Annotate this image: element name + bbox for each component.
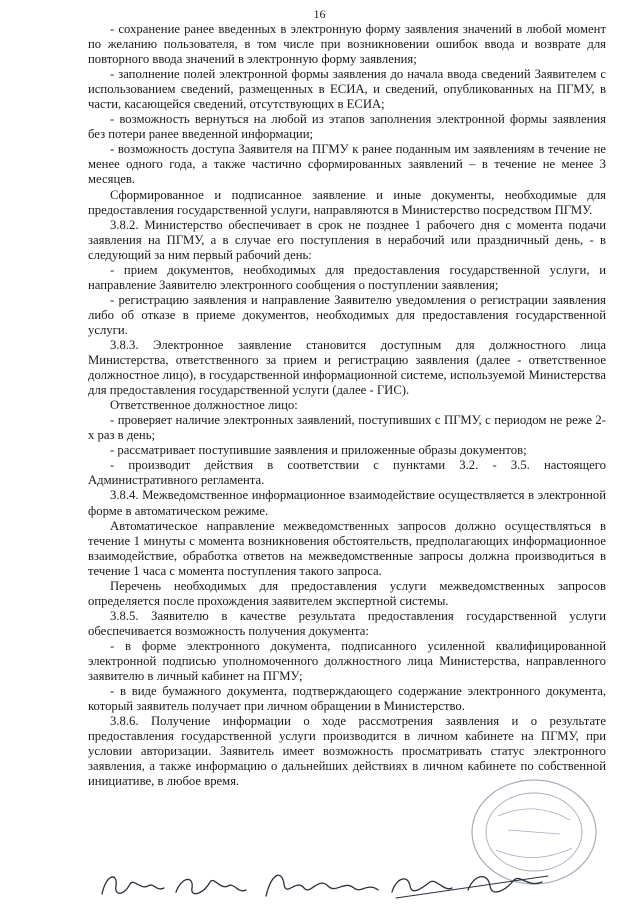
paragraph: Ответственное должностное лицо: [110, 398, 298, 413]
paragraph: - прием документов, необходимых для предоставления государственной услуги, и направление Заявителю электронного сообщения о поступлении заявления; [88, 262, 606, 292]
paragraph: - возможность доступа Заявителя на ПГМУ к ранее поданным им заявлениям в течение не менее одного года, а также частично сформированных заявлений – в течение не менее 3 месяцев. [88, 142, 606, 187]
paragraph: - сохранение ранее введенных в электронную форму заявления значений в любой момент по желанию пользователя, в том числе при возникновении ошибок ввода и возврате для повторного ввода значений в электронную форму заявления; [88, 22, 606, 67]
page-number: 16 [313, 7, 326, 21]
paragraph: - рассматривает поступившие заявления и приложенные образы документов; [110, 443, 527, 458]
paragraph: Автоматическое направление межведомственных запросов должно осуществляться в течение 1 минуты с момента возникновения обстоятельств, предполагающих информационное взаимодействие, обработка ответов на межведомственные запросы должна производиться в течение 1 часа с момента поступления такого запроса. [88, 518, 606, 578]
paragraph: 3.8.3. Электронное заявление становится доступным для должностного лица Министерства, ответственного за прием и регистрацию заявления (далее - ответственное должностное лицо), в государственной информационной системе, используемой Министерства для предоставления государственной услуги (далее - ГИС). [88, 337, 606, 398]
paragraph: - в форме электронного документа, подписанного усиленной квалифицированной электронной подписью уполномоченного должностного лица Министерства, направленного заявителю в личный кабинет на ПГМУ; [88, 638, 606, 684]
paragraph: - в виде бумажного документа, подтверждающего содержание электронного документа, который заявитель получает при личном обращении в Министерство. [88, 684, 606, 714]
paragraph: 3.8.2. Министерство обеспечивает в срок не позднее 1 рабочего дня с момента подачи заявления на ПГМУ, а в случае его поступления в нерабочий или праздничный день, - в следующий за ним первый рабочий день: [88, 217, 606, 262]
paragraph: 3.8.4. Межведомственное информационное взаимодействие осуществляется в электронной форме в автоматическом режиме. [88, 488, 606, 518]
paragraph: Перечень необходимых для предоставления услуги межведомственных запросов определяется после прохождения заявителем экспертной системы. [88, 578, 606, 608]
paragraph: - производит действия в соответствии с пунктами 3.2. - 3.5. настоящего Административного регламента. [88, 458, 606, 488]
paragraph: - регистрацию заявления и направление Заявителю уведомления о регистрации заявления либо об отказе в приеме документов, необходимых для предоставления государственной услуги. [88, 292, 606, 337]
document-body [88, 22, 606, 789]
handwritten-signature [96, 868, 556, 902]
paragraph: 3.8.5. Заявителю в качестве результата предоставления государственной услуги обеспечивается возможность получения документа: [88, 608, 606, 638]
paragraph: - возможность вернуться на любой из этапов заполнения электронной формы заявления без потери ранее введенной информации; [88, 112, 606, 142]
paragraph: - заполнение полей электронной формы заявления до начала ввода сведений Заявителем с использованием сведений, размещенных в ЕСИА, и сведений, опубликованных на ПГМУ, в части, касающейся сведений, отсутствующих в ЕСИА; [88, 67, 606, 112]
paragraph: 3.8.6. Получение информации о ходе рассмотрения заявления и о результате предоставления государственной услуги производится в личном кабинете на ПГМУ, при условии авторизации. Заявитель имеет возможность просматривать статус электронного заявления, а также информацию о дальнейших действиях в личном кабинете по собственной инициативе, в любое время. [88, 714, 606, 789]
paragraph: - проверяет наличие электронных заявлений, поступивших с ПГМУ, с периодом не реже 2-х раз в день; [88, 413, 606, 443]
paragraph: Сформированное и подписанное заявление и иные документы, необходимые для предоставления государственной услуги, направляются в Министерство посредством ПГМУ. [88, 187, 606, 217]
